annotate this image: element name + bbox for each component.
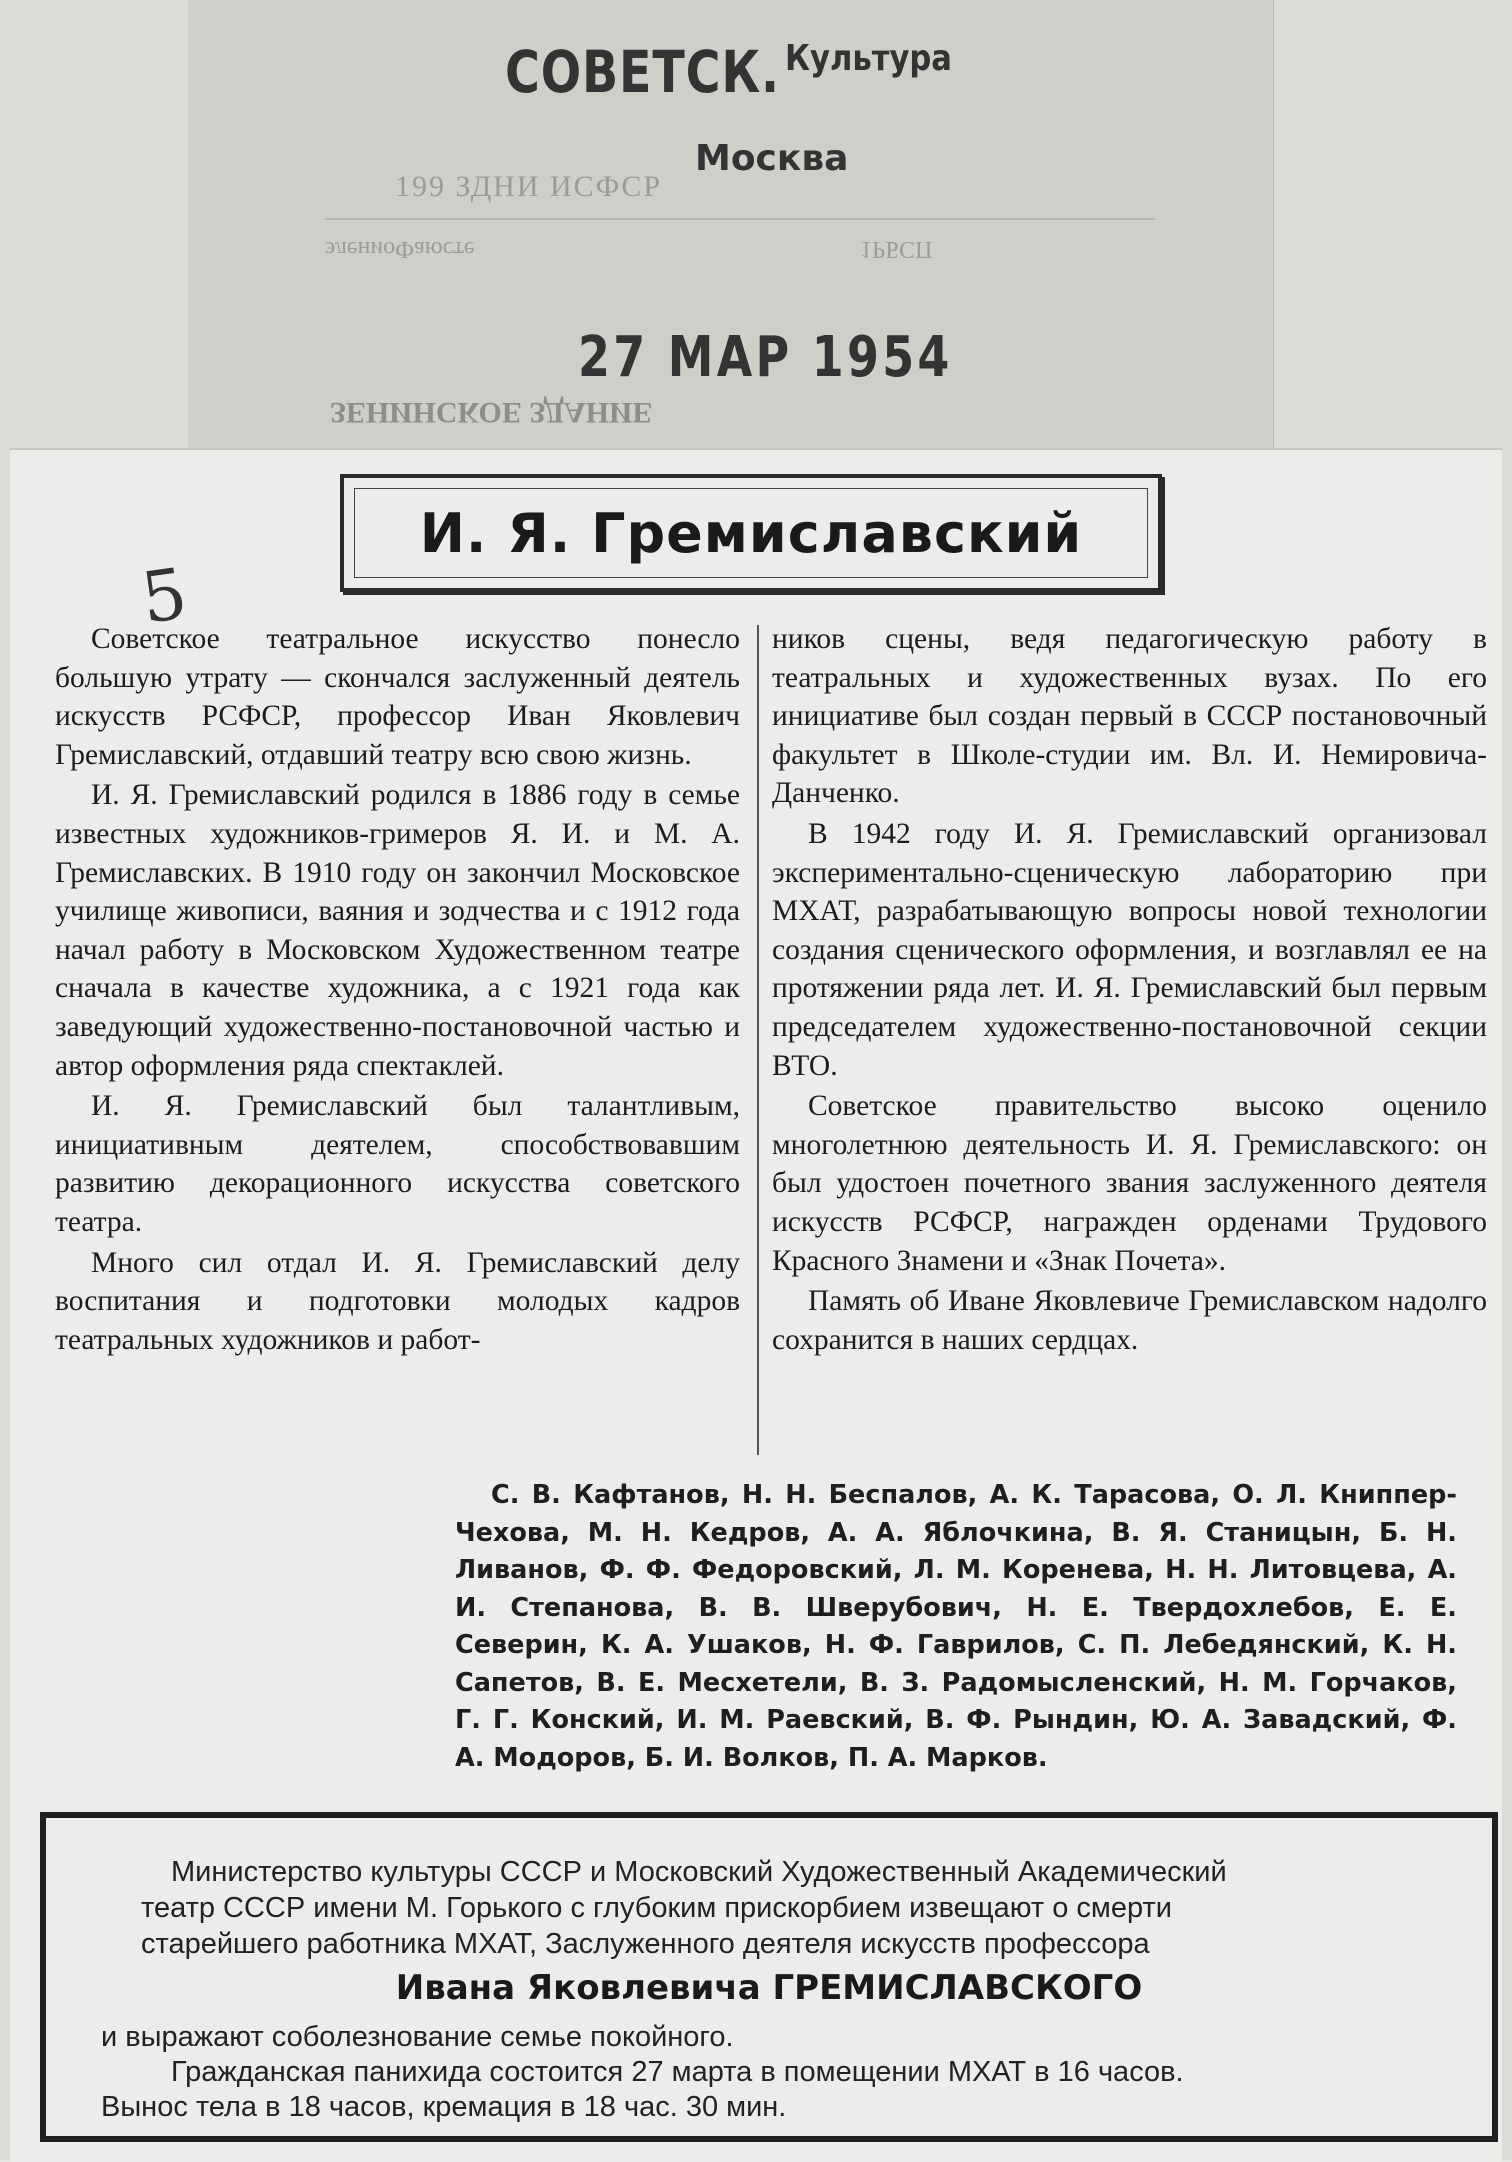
article-right-column [772, 620, 1487, 1361]
notice-line: и выражают соболезнование семье покойного. [101, 2021, 734, 2053]
paragraph: И. Я. Гремиславский родился в 1886 году в семье известных художников-гримеров Я. И. и М. А. Гремиславских. В 1910 году он закончил Московское училище живописи, ваяния и зодчества и с 1912 года начал работу в Московском Художественном театре сначала в качестве художника, а с 1921 года как заведующий художественно-постановочной частью и автор оформления ряда спектаклей. [55, 779, 740, 1082]
stamp-date: 27 МАР 1954 [578, 325, 953, 390]
notice-line: Вынос тела в 18 часов, кремация в 18 час. 30 мин. [101, 2091, 787, 2123]
paragraph: Много сил отдал И. Я. Гремиславский делу воспитания и подготовки молодых кадров театральных художников и работ- [55, 1246, 740, 1356]
bleed-through-text-bottom: ЗЕНИНСКОЕ ЗДАНИЕ [330, 396, 653, 429]
paragraph: Советское театральное искусство понесло большую утрату — скончался заслуженный деятель искусств РСФСР, профессор Иван Яковлевич Гремиславский, отдавший театру всю свою жизнь. [55, 623, 740, 771]
bleed-through-text: 199 ЗДНИ ИСФСР [395, 170, 663, 203]
stamp-publication: СОВЕТСК. [505, 38, 780, 106]
paragraph: Советское правительство высоко оценило многолетнюю деятельность И. Я. Гремиславского: он был удостоен почетного звания заслуженного деятеля искусств РСФСР, награжден орденами Трудового Красного Знамени и «Знак Почета». [772, 1090, 1487, 1277]
paragraph: Память об Иване Яковлевиче Гремиславском надолго сохранится в наших сердцах. [772, 1285, 1487, 1356]
paragraph: ников сцены, ведя педагогическую работу в театральных и художественных вузах. По его инициативе был создан первый в СССР постановочный факультет в Школе-студии им. Вл. И. Немировича-Данченко. [772, 623, 1487, 810]
handwritten-page-mark: 5 [136, 552, 193, 640]
signatories-list: С. В. Кафтанов, Н. Н. Беспалов, А. К. Тарасова, О. Л. Книппер-Чехова, М. Н. Кедров, А. А. Яблочкина, В. Я. Станицын, Б. Н. Ливанов, Ф. Ф. Федоровский, Л. М. Коренева, Н. Н. Литовцева, А. И. Степанова, В. В. Шверубович, Н. Е. Твердохлебов, Е. Е. Северин, К. А. Ушаков, Н. Ф. Гаврилов, С. П. Лебедянский, К. Н. Сапетов, В. Е. Месхетели, В. З. Радомысленский, Н. М. Горчаков, Г. Г. Конский, И. М. Раевский, В. Ф. Рындин, Ю. А. Завадский, Ф. А. Модоров, Б. И. Волков, П. А. Марков. [455, 1480, 1457, 1773]
bleed-through-text-right: 1РБСП [860, 236, 933, 262]
stamp-city: Москва [695, 138, 849, 179]
obituary-title: И. Я. Гремиславский [419, 502, 1083, 565]
obituary-title-box [340, 474, 1162, 592]
paragraph: В 1942 году И. Я. Гремиславский организовал экспериментально-сценическую лабораторию при МХАТ, разрабатывающую вопросы новой технологии создания сценического оформления, и возглавлял ее на протяжении ряда лет. И. Я. Гремиславский был первым председателем художественно-постановочной секции ВТО. [772, 817, 1487, 1082]
deceased-name: Ивана Яковлевича ГРЕМИСЛАВСКОГО [395, 1968, 1143, 2008]
column-divider [757, 625, 759, 1455]
slip-rule [325, 218, 1155, 220]
bleed-through-text-left: элениоФаюсте [325, 236, 475, 262]
notice-line: театр СССР имени М. Горького с глубоким прискорбием извещают о смерти [141, 1892, 1172, 1924]
article-left-column [55, 620, 740, 1361]
paragraph: И. Я. Гремиславский был талантливым, инициативным деятелем, способствовавшим развитию декорационного искусства советского театра. [55, 1090, 740, 1238]
notice-line: Гражданская панихида состоится 27 марта в помещении МХАТ в 16 часов. [171, 2056, 1184, 2088]
stamp-section: Культура [785, 38, 952, 79]
death-notice-box [40, 1812, 1498, 2142]
notice-line: Министерство культуры СССР и Московский Художественный Академический [171, 1856, 1227, 1888]
notice-line: старейшего работника МХАТ, Заслуженного деятеля искусств профессора [141, 1928, 1150, 1960]
